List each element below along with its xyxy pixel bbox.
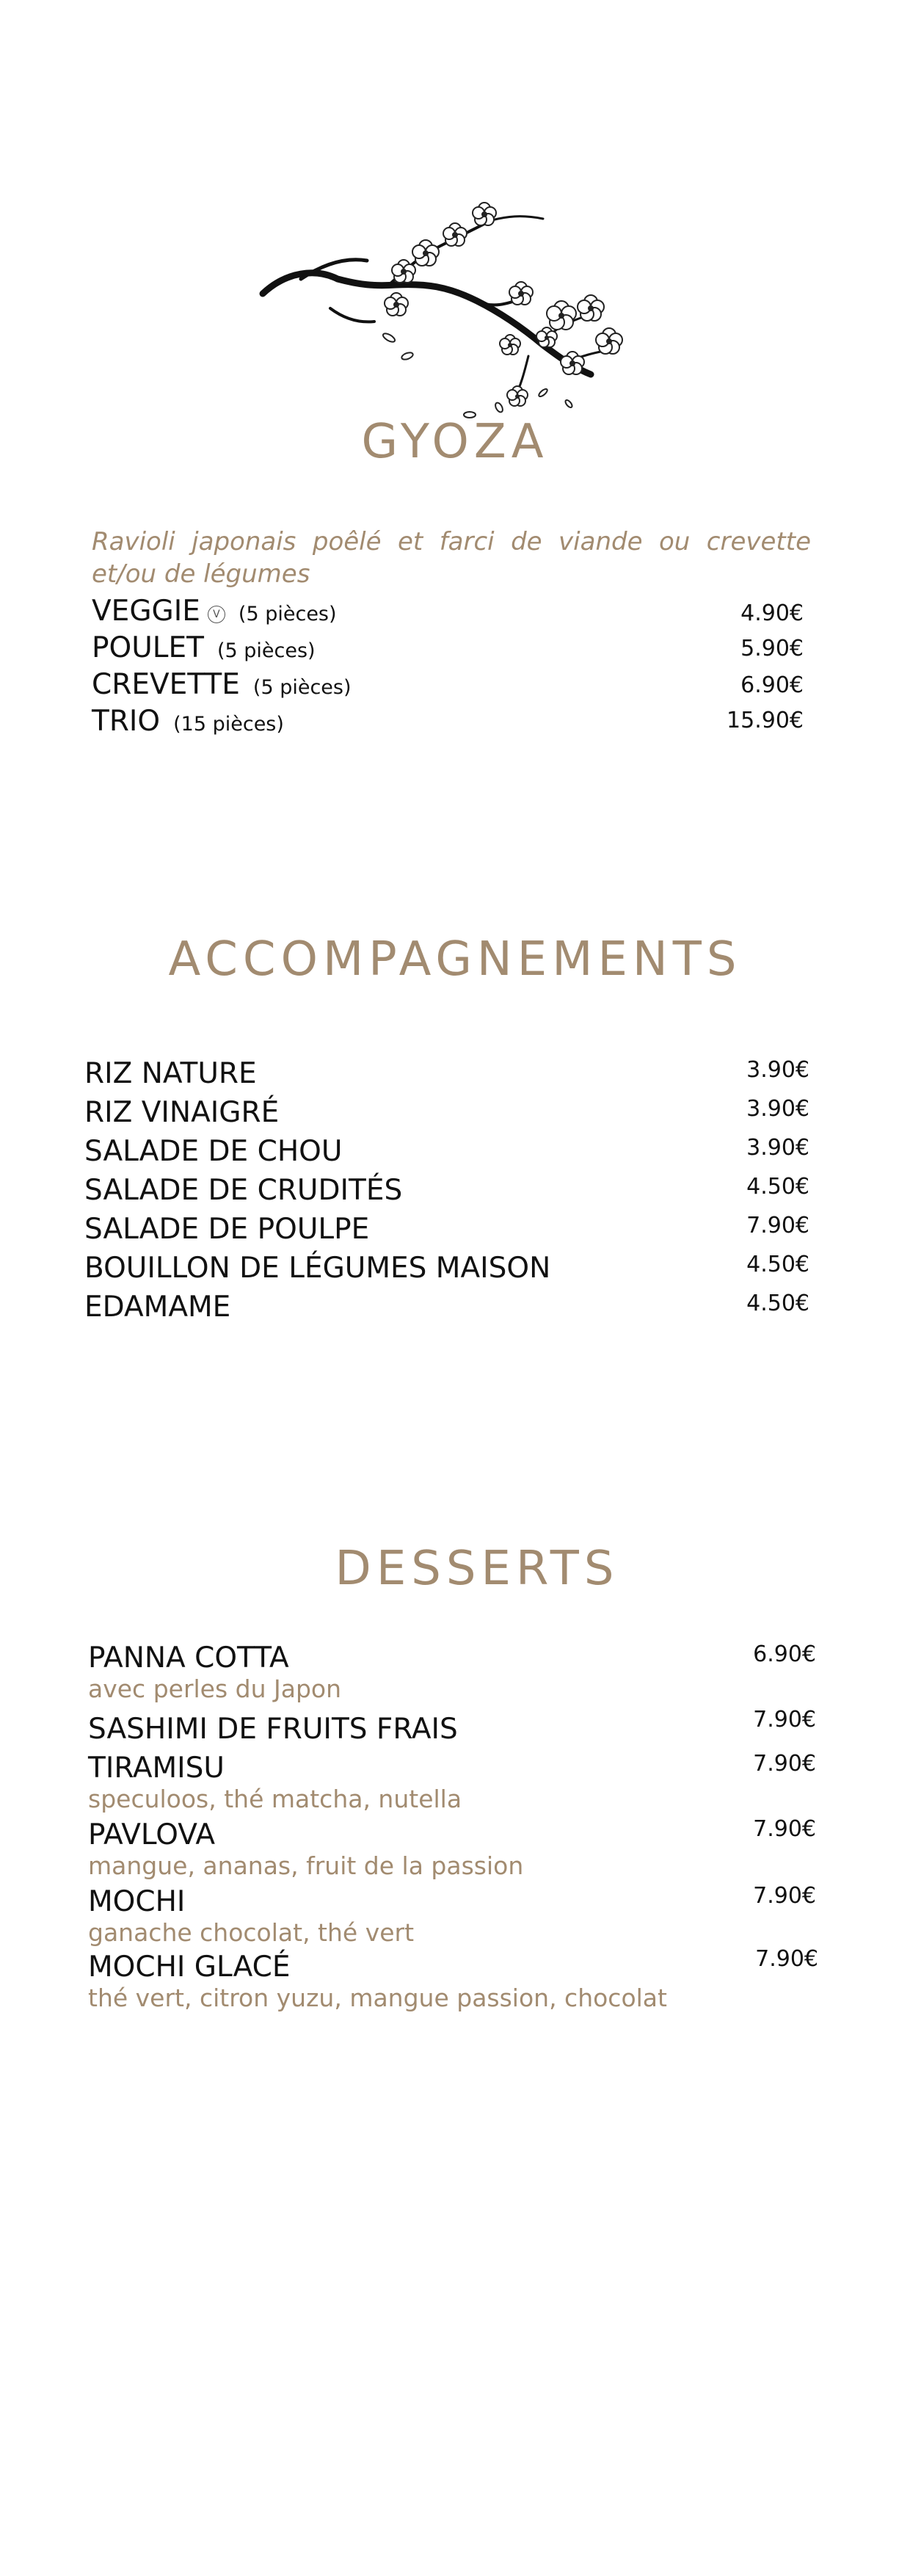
item-price: 4.90€	[740, 601, 804, 626]
item-name: POULET	[92, 631, 204, 664]
list-item	[84, 1291, 230, 1324]
item-price: 3.90€	[746, 1135, 809, 1161]
item-price: 4.50€	[746, 1174, 809, 1200]
list-item	[88, 1818, 523, 1880]
list-item	[92, 668, 352, 701]
item-price: 6.90€	[753, 1641, 816, 1667]
item-name: SALADE DE POULPE	[84, 1213, 370, 1246]
item-detail: speculoos, thé matcha, nutella	[88, 1785, 462, 1813]
item-price: 7.90€	[753, 1883, 816, 1909]
item-price: 7.90€	[755, 1946, 818, 1972]
item-name: MOCHI GLACÉ	[88, 1951, 291, 1984]
list-item	[88, 1885, 414, 1947]
item-name: EDAMAME	[84, 1291, 231, 1324]
item-detail: ganache chocolat, thé vert	[88, 1918, 415, 1947]
item-name: RIZ NATURE	[84, 1057, 257, 1090]
item-name: RIZ VINAIGRÉ	[84, 1096, 280, 1129]
list-item	[92, 631, 316, 664]
item-quantity: (5 pièces)	[238, 603, 337, 625]
cherry-blossom-branch-icon	[257, 198, 653, 433]
item-price: 3.90€	[746, 1057, 809, 1083]
item-detail: thé vert, citron yuzu, mangue passion, chocolat	[88, 1984, 667, 2012]
item-name: SALADE DE CHOU	[84, 1135, 343, 1168]
list-item	[84, 1174, 402, 1207]
item-price: 4.50€	[746, 1291, 809, 1316]
gyoza-title: GYOZA	[361, 415, 549, 469]
desserts-title: DESSERTS	[335, 1542, 619, 1596]
item-name: SALADE DE CRUDITÉS	[84, 1174, 403, 1207]
vegetarian-badge-icon: V	[208, 606, 225, 623]
list-item	[84, 1096, 279, 1129]
item-price: 15.90€	[727, 708, 804, 733]
item-quantity: (5 pièces)	[216, 639, 316, 662]
list-item	[88, 1951, 667, 2012]
item-detail: avec perles du Japon	[88, 1675, 342, 1703]
item-price: 7.90€	[753, 1751, 816, 1777]
item-name: BOUILLON DE LÉGUMES MAISON	[84, 1252, 551, 1285]
item-name: TRIO	[92, 705, 161, 738]
item-name: MOCHI	[88, 1885, 186, 1918]
item-name: VEGGIE	[92, 595, 200, 628]
list-item	[84, 1213, 369, 1246]
list-item	[92, 705, 284, 738]
list-item	[84, 1057, 257, 1090]
item-quantity: (5 pièces)	[252, 676, 352, 699]
item-name: PANNA COTTA	[88, 1641, 289, 1675]
item-price: 4.50€	[746, 1252, 809, 1277]
item-price: 7.90€	[753, 1816, 816, 1842]
item-name: TIRAMISU	[88, 1752, 225, 1785]
item-price: 7.90€	[746, 1213, 809, 1238]
list-item	[88, 1713, 458, 1746]
gyoza-description: Ravioli japonais poêlé et farci de viande ou crevette et/ou de légumes	[92, 527, 811, 589]
list-item	[88, 1641, 341, 1703]
item-price: 7.90€	[753, 1707, 816, 1733]
item-price: 3.90€	[746, 1096, 809, 1122]
item-name: CREVETTE	[92, 668, 240, 701]
list-item	[84, 1252, 550, 1285]
item-quantity: (15 pièces)	[173, 713, 284, 736]
item-price: 6.90€	[740, 672, 804, 698]
list-item	[84, 1135, 342, 1168]
accompagnements-title: ACCOMPAGNEMENTS	[168, 932, 742, 987]
item-name: SASHIMI DE FRUITS FRAIS	[88, 1713, 458, 1746]
item-detail: mangue, ananas, fruit de la passion	[88, 1851, 524, 1880]
item-name: PAVLOVA	[88, 1818, 216, 1851]
list-item	[88, 1752, 462, 1813]
item-price: 5.90€	[740, 636, 804, 661]
list-item	[92, 595, 337, 628]
